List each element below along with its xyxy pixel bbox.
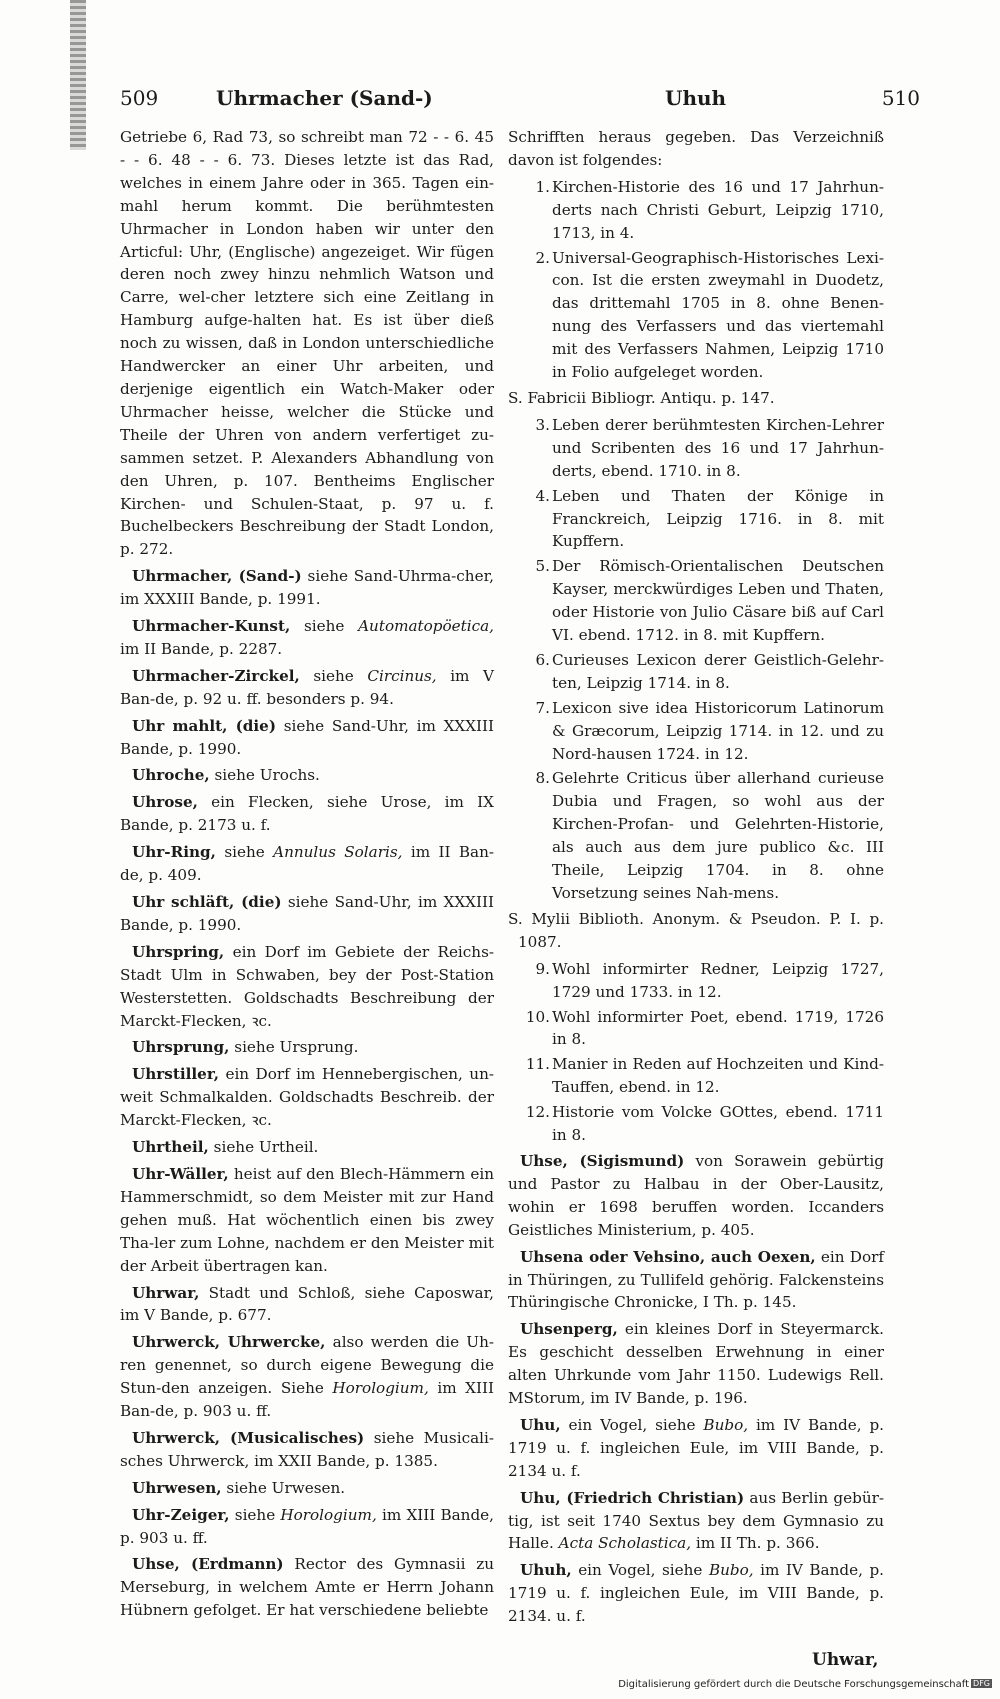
latin-reference: Horologium,: [332, 1379, 429, 1398]
entry-text: siehe: [290, 617, 359, 636]
latin-reference: Bubo,: [703, 1415, 749, 1434]
entry-text: im II Ban-de, p. 409.: [120, 843, 494, 885]
works-list-b: [508, 414, 884, 905]
headword: Uhroche,: [132, 766, 210, 785]
list-text: Gelehrte Criticus über allerhand curieuse Dubia und Fragen, so wohl aus der Kirchen-Profan- und Gelehrten-Historie, als auch aus dem jure publico &c. III Theile, Leipzig 1704. in 8. ohne Vorsetzung seines Nah-mens.: [552, 769, 884, 902]
entry-text: siehe Musicali-sches Uhrwerck, im XXII Bande, p. 1385.: [120, 1428, 494, 1470]
list-item: [508, 697, 884, 766]
list-text: Kirchen-Historie des 16 und 17 Jahrhun-derts nach Christi Geburt, Leipzig 1710, 1713, in 4.: [552, 177, 884, 242]
entry: [120, 764, 494, 787]
catchword: Uhwar,: [812, 1650, 879, 1670]
list-number: 8 .: [522, 767, 550, 790]
continued-paragraph: Getriebe 6, Rad 73, so schreibt man 72 - - 6. 45 - - 6. 48 - - 6. 73. Dieses letzte ist das Rad, welches in einem Jahre oder in 365. Tagen ein-mahl herum kommt. Die berühmtesten Uhrmacher in London haben wir unter den Articful: Uhr, (Englische) angezeiget. Wir fügen deren noch zwey hinzu nehmlich Watson und Carre, wel-cher letztere sich eine Zeitlang in Hamburg aufge-halten hat. Es ist über dieß noch zu wissen, daß in London unterschiedliche Handwercker an einer Uhr arbeiten, und derjenige eigentlich ein Watch-Maker oder Uhrmacher heisse, welcher die Stücke und Theile der Uhren von andern verfertiget zu-sammen setzet. P. Alexanders Abhandlung von den Uhren, p. 107. Bentheims Englischer Kirchen- und Schulen-Staat, p. 97 u. f. Buchelbeckers Beschreibung der Stadt London, p. 272.: [120, 128, 494, 559]
entry-text: siehe: [299, 666, 368, 685]
list-number: 9 .: [522, 958, 550, 981]
headword: Uhr-Zeiger,: [132, 1505, 230, 1524]
entry: [508, 1246, 884, 1315]
entry: [120, 1331, 494, 1423]
headword: Uhu, (Friedrich Christian): [520, 1488, 745, 1507]
latin-reference: Horologium,: [280, 1505, 377, 1524]
headword: Uhsena oder Vehsino, auch Oexen,: [520, 1247, 816, 1266]
list-text: Lexicon sive idea Historicorum Latinorum & Græcorum, Leipzig 1714. in 12. und zu Nord-hausen 1724. in 12.: [552, 698, 884, 763]
list-number: 3 .: [522, 414, 550, 437]
latin-reference: Annulus Solaris,: [273, 843, 403, 862]
right-column: [508, 126, 884, 1632]
entry-text: ein Dorf im Gebiete der Reichs-Stadt Ulm in Schwaben, bey der Post-Station Westerstetten. Goldschadts Beschreibung der Marckt-Flecken, ꝛc.: [120, 942, 494, 1030]
entry-text: Stadt und Schloß, siehe Caposwar, im V Bande, p. 677.: [120, 1283, 494, 1325]
list-number: 4 .: [522, 485, 550, 508]
entry-text: siehe Ursprung.: [229, 1038, 359, 1057]
entry: [120, 941, 494, 1033]
entry-text: siehe Urtheil.: [208, 1138, 319, 1157]
entry: [508, 1150, 884, 1242]
entry: [120, 1504, 494, 1550]
list-text: Wohl informirter Redner, Leipzig 1727, 1729 und 1733. in 12.: [552, 959, 884, 1001]
latin-reference: Acta Scholastica,: [558, 1534, 692, 1553]
entry-text: im IV Bande, p. 1719 u. f. ingleichen Eule, im VIII Bande, p. 2134. u. f.: [508, 1561, 884, 1626]
entry-text: siehe: [215, 843, 274, 862]
list-text: Wohl informirter Poet, ebend. 1719, 1726 in 8.: [552, 1007, 884, 1049]
headword: Uhr schläft, (die): [132, 893, 282, 911]
list-number: 12 .: [522, 1101, 550, 1124]
continued-paragraph: Schrifften heraus gegeben. Das Verzeichniß davon ist folgendes:: [508, 128, 884, 169]
entry-text: siehe Sand-Uhr, im XXXIII Bande, p. 1990.: [120, 716, 495, 758]
entry: [120, 1477, 494, 1500]
latin-reference: Automatopöetica,: [358, 617, 494, 636]
entry: [120, 715, 494, 761]
entry-text: ein Vogel, siehe: [571, 1561, 709, 1580]
latin-reference: Circinus,: [367, 666, 437, 685]
binding-edge: [70, 0, 86, 150]
entry-text: im V Ban-de, p. 92 u. ff. besonders p. 94.: [120, 666, 494, 708]
list-item: [508, 485, 884, 554]
list-item: [508, 958, 884, 1004]
entry-text: heist auf den Blech-Hämmern ein Hammerschmidt, so dem Meister mit zur Hand gehen muß. Hat wöchentlich einen bis zwey Tha-ler zum Lohne, nachdem er den Meister mit der Arbeit übertragen kan.: [120, 1164, 494, 1275]
entry: [120, 1553, 494, 1622]
entry: [120, 615, 494, 661]
list-number: 2 .: [522, 247, 550, 270]
entry: [508, 1487, 884, 1556]
headword: Uhrsprung,: [132, 1038, 230, 1057]
entry-text: siehe Sand-Uhr, im XXXIII Bande, p. 1990.: [120, 893, 494, 934]
list-number: 7 .: [522, 697, 550, 720]
headword: Uhuh,: [520, 1561, 572, 1580]
entry: [508, 1559, 884, 1628]
list-item: [508, 414, 884, 483]
list-item: [508, 1053, 884, 1099]
entry-text: im II Th. p. 366.: [691, 1534, 820, 1553]
headword: Uhr-Wäller,: [132, 1164, 229, 1183]
entry: [120, 1427, 494, 1473]
entry-text: ein Dorf im Hennebergischen, un-weit Schmalkalden. Goldschadts Beschreib. der Marckt-Flecken, ꝛc.: [120, 1065, 494, 1130]
headword: Uhrwar,: [132, 1283, 200, 1302]
entry-text: ein Vogel, siehe: [560, 1415, 704, 1434]
entry: [508, 1414, 884, 1483]
entry-text: ein kleines Dorf in Steyermarck. Es geschicht desselben Erwehnung in einer alten Uhrkunde vom Jahr 1150. Ludewigs Rell. MStorum, im IV Bande, p. 196.: [508, 1320, 884, 1408]
list-text: Leben derer berühmtesten Kirchen-Lehrer und Scribenten des 16 und 17 Jahrhun-derts, ebend. 1710. in 8.: [552, 415, 884, 480]
entry: [120, 665, 494, 711]
headword: Uhr mahlt, (die): [132, 716, 277, 735]
entry: [120, 841, 494, 887]
list-number: 6 .: [522, 649, 550, 672]
entry-text: im XIII Bande, p. 903 u. ff.: [120, 1505, 494, 1547]
entry-text: von Sorawein gebürtig und Pastor zu Halbau in der Ober-Lausitz, wohin er 1698 beruffen worden. Iccanders Geistliches Ministerium, p. 405.: [508, 1151, 884, 1239]
page-header: [120, 86, 920, 116]
headword: Uhu,: [520, 1415, 561, 1434]
entry: [120, 1136, 494, 1159]
list-number: 1 .: [522, 176, 550, 199]
left-column: [120, 126, 494, 1626]
entry-text: im II Bande, p. 2287.: [120, 639, 283, 658]
list-item: [508, 767, 884, 904]
headword: Uhrmacher-Zirckel,: [132, 666, 300, 685]
headword: Uhr-Ring,: [132, 843, 216, 862]
entry: [120, 891, 494, 937]
headword: Uhsenperg,: [520, 1320, 618, 1339]
entry-text: siehe: [229, 1505, 281, 1524]
list-item: [508, 649, 884, 695]
entry-text: Rector des Gymnasii zu Merseburg, in welchem Amte er Herrn Johann Hübnern gefolget. Er hat verschiedene beliebte: [120, 1555, 495, 1620]
headword: Uhrwerck, (Musicalisches): [132, 1428, 365, 1447]
list-number: 10 .: [522, 1006, 550, 1029]
running-head-right: Uhuh: [665, 86, 727, 110]
list-text: Curieuses Lexicon derer Geistlich-Gelehr-ten, Leipzig 1714. in 8.: [552, 650, 884, 692]
list-number: 11 .: [522, 1053, 550, 1076]
entry-text: siehe Urwesen.: [221, 1478, 346, 1497]
list-item: [508, 1006, 884, 1052]
entry: [120, 1063, 494, 1132]
headword: Uhrwerck, Uhrwercke,: [132, 1333, 326, 1352]
headword: Uhrwesen,: [132, 1478, 222, 1497]
list-text: Universal-Geographisch-Historisches Lexi-con. Ist die ersten zweymahl in Duodetz, das drittemahl 1705 in 8. ohne Benen-nung des Verfassers und das viertemahl mit des Verfassers Nahmen, Leipzig 1710 in Folio aufgeleget worden.: [552, 248, 884, 382]
list-item: [508, 555, 884, 647]
list-item: [508, 176, 884, 245]
page-number-left: 509: [120, 86, 159, 110]
list-number: 5 .: [522, 555, 550, 578]
entry-text: im IV Bande, p. 1719 u. f. ingleichen Eule, im VIII Bande, p. 2134 u. f.: [508, 1415, 884, 1480]
headword: Uhrspring,: [132, 942, 225, 961]
source-citation: S. Mylii Biblioth. Anonym. & Pseudon. P. I. p. 1087.: [508, 909, 884, 951]
entry-text: aus Berlin gebür-tig, ist seit 1740 Sextus bey dem Gymnasio zu Halle.: [508, 1488, 885, 1553]
entry: [120, 1036, 494, 1059]
list-item: [508, 247, 884, 384]
page-number-right: 510: [881, 86, 920, 110]
works-list-c: [508, 958, 884, 1147]
entry: [120, 565, 494, 611]
dfg-logo: DFG: [973, 1679, 990, 1688]
entry-text: ein Dorf in Thüringen, zu Tullifeld gehörig. Falckensteins Thüringische Chronicke, I Th. p. 145.: [508, 1247, 884, 1312]
list-item: [508, 1101, 884, 1147]
headword: Uhrmacher-Kunst,: [132, 617, 291, 636]
headword: Uhrose,: [132, 793, 198, 812]
entry: [120, 791, 494, 837]
works-list-a: [508, 176, 884, 384]
list-text: Manier in Reden auf Hochzeiten und Kind-Tauffen, ebend. in 12.: [552, 1055, 884, 1097]
entry: [120, 1163, 494, 1278]
digitization-credit: [618, 1679, 992, 1690]
entry: [120, 1282, 494, 1328]
headword: Uhse, (Sigismund): [520, 1151, 685, 1170]
entry: [508, 1318, 884, 1410]
entry-text: ein Flecken, siehe Urose, im IX Bande, p. 2173 u. f.: [120, 793, 494, 835]
headword: Uhrmacher, (Sand-): [132, 567, 302, 586]
entry-text: also werden die Uh-ren genennet, so durch eigene Bewegung die Stun-den anzeigen. Siehe: [120, 1333, 494, 1398]
headword: Uhrstiller,: [132, 1065, 220, 1084]
credit-text: Digitalisierung gefördert durch die Deutsche Forschungsgemeinschaft: [618, 1679, 970, 1690]
latin-reference: Bubo,: [708, 1561, 754, 1580]
headword: Uhrtheil,: [132, 1138, 209, 1157]
list-text: Historie vom Volcke GOttes, ebend. 1711 in 8.: [552, 1103, 884, 1145]
source-citation: S. Fabricii Bibliogr. Antiqu. p. 147.: [508, 388, 775, 407]
running-head-left: Uhrmacher (Sand-): [216, 86, 433, 110]
headword: Uhse, (Erdmann): [132, 1555, 284, 1574]
entry-text: siehe Urochs.: [209, 766, 320, 785]
entry-text: im XIII Ban-de, p. 903 u. ff.: [120, 1379, 494, 1421]
list-text: Leben und Thaten der Könige in Franckreich, Leipzig 1716. in 8. mit Kupffern.: [552, 486, 884, 551]
list-text: Der Römisch-Orientalischen Deutschen Kayser, merckwürdiges Leben und Thaten, oder Historie von Julio Cäsare biß auf Carl VI. ebend. 1712. in 8. mit Kupffern.: [552, 557, 884, 645]
entry-text: siehe Sand-Uhrma-cher, im XXXIII Bande, p. 1991.: [120, 567, 494, 609]
